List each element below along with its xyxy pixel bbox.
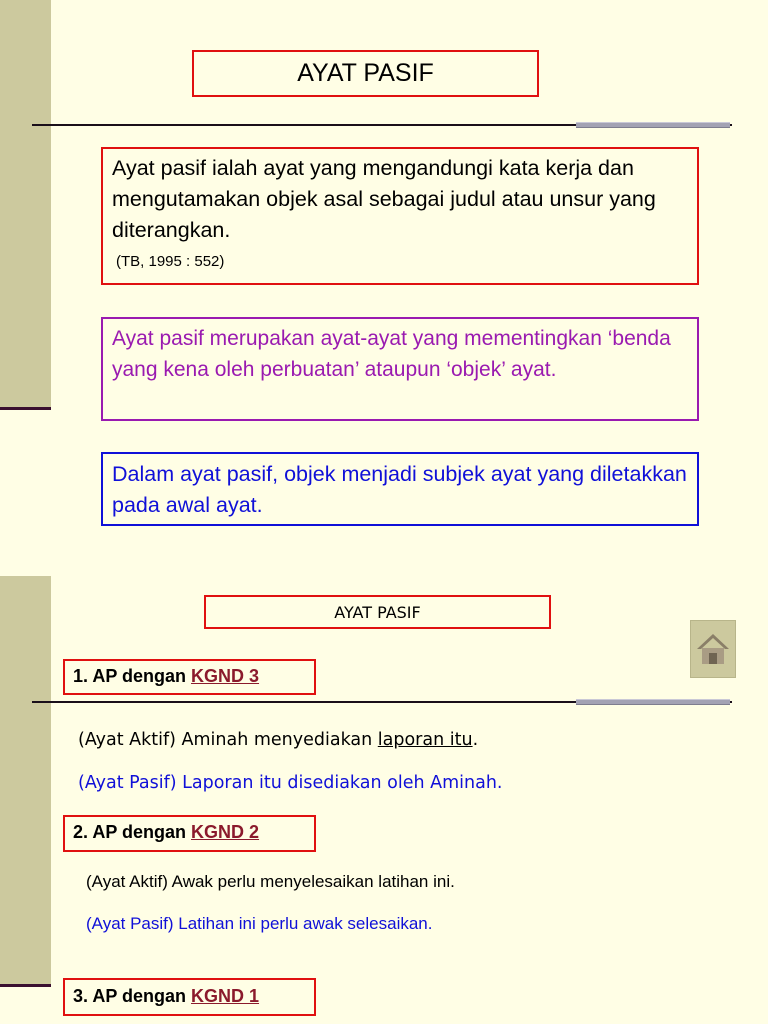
item1-active-pre: (Ayat Aktif) Aminah menyediakan [78, 730, 378, 750]
item1-active-end: . [472, 730, 479, 750]
item1-prefix: 1. AP dengan [73, 666, 192, 686]
slide1-divider-bar [576, 122, 730, 128]
item2-prefix: 2. AP dengan [73, 822, 192, 842]
strip-bottom-line-2 [0, 984, 51, 987]
subject-text: Dalam ayat pasif, objek menjadi subjek ayat yang diletakkan pada awal ayat. [112, 462, 687, 517]
definition-text: Ayat pasif ialah ayat yang mengandungi kata kerja dan mengutamakan objek asal sebagai judul atau unsur yang diterangkan. [112, 156, 656, 242]
item2-heading-box [63, 815, 316, 852]
item1-active-object: laporan itu [377, 730, 473, 750]
kgnd1-link[interactable]: KGND 1 [191, 986, 260, 1006]
item1-heading-box [63, 659, 316, 695]
explanation-text: Ayat pasif merupakan ayat-ayat yang mementingkan ‘benda yang kena oleh perbuatan’ ataupun ‘objek’ ayat. [112, 327, 671, 381]
definition-box [101, 147, 699, 285]
citation-text: (TB, 1995 : 552) [116, 253, 225, 270]
kgnd3-link[interactable]: KGND 3 [191, 666, 260, 686]
item1-active-sentence [78, 730, 478, 750]
slide1-title-box [192, 50, 539, 97]
home-icon [695, 631, 731, 667]
item2-active-sentence: (Ayat Aktif) Awak perlu menyelesaikan latihan ini. [86, 872, 455, 891]
item2-heading [73, 822, 259, 842]
slide2-title-box [204, 595, 551, 629]
left-decor-strip [0, 0, 51, 407]
item2-passive-sentence: (Ayat Pasif) Latihan ini perlu awak selesaikan. [86, 914, 433, 933]
slide2-divider-bar [576, 699, 730, 705]
home-button[interactable] [690, 620, 736, 678]
item3-heading [73, 986, 259, 1006]
slide2-title: AYAT PASIF [334, 602, 421, 622]
strip-bottom-line [0, 407, 51, 410]
subject-box [101, 452, 699, 526]
item1-heading [73, 666, 259, 686]
item1-passive-sentence: (Ayat Pasif) Laporan itu disediakan oleh Aminah. [78, 773, 503, 793]
left-decor-strip-2 [0, 576, 51, 984]
item3-prefix: 3. AP dengan [73, 986, 192, 1006]
explanation-box [101, 317, 699, 421]
kgnd2-link[interactable]: KGND 2 [191, 822, 260, 842]
slide1-title: AYAT PASIF [297, 59, 434, 87]
item3-heading-box [63, 978, 316, 1016]
